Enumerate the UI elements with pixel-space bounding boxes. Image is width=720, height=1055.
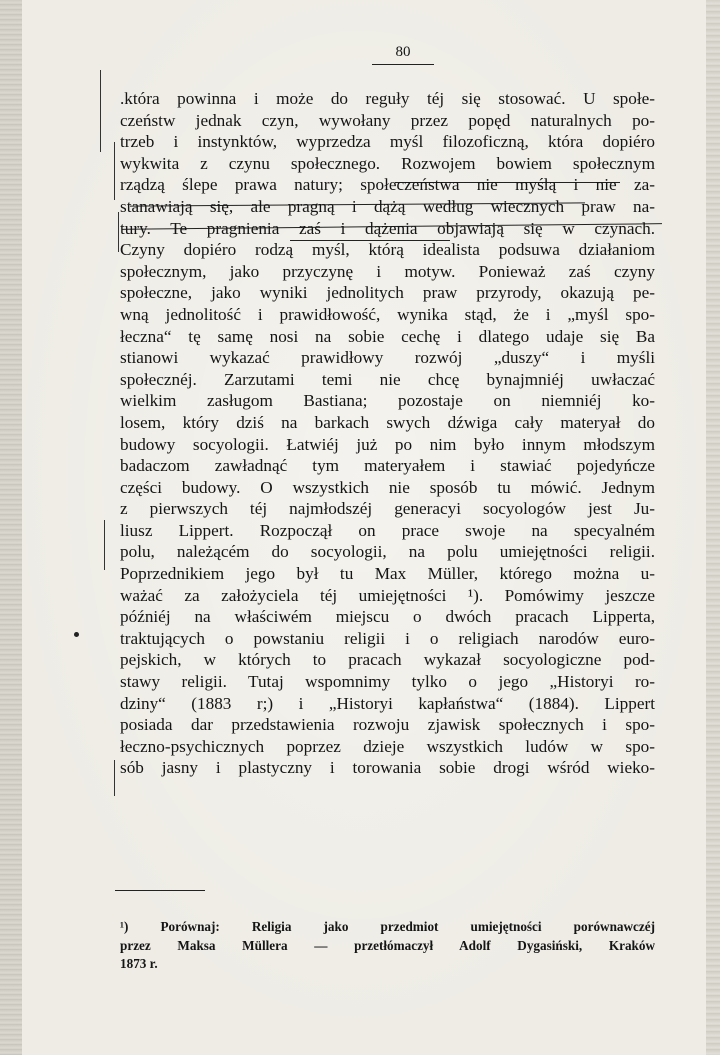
page-number: 80 [395, 44, 411, 60]
footnote-rule [115, 890, 205, 891]
margin-dot-mark [74, 632, 79, 637]
text-line: trzeb i instynktów, wyprzedza myśl filozoficzną, która dopiéro [120, 132, 655, 152]
text-line: czeństw jednak czyn, wywołany przez popęd naturalnych po- [120, 110, 655, 130]
text-line: łeczno-psychicznych poprzez dzieje wszystkich ludów w spo- [120, 736, 655, 756]
text-line: sób jasny i plastyczny i torowania sobie drogi wśród wieko- [120, 758, 655, 778]
text-line: wielkim zasługom Bastiana; pozostaje on niemniéj ko- [120, 391, 655, 411]
margin-pencil-mark [114, 760, 115, 796]
footnote-line: ¹) Porównaj: Religia jako przedmiot umiejętności porównawczéj [120, 919, 655, 934]
text-line: części budowy. O wszystkich nie sposób tu mówić. Jednym [120, 477, 655, 497]
text-line: łeczna“ tę samę nosi na sobie cechę i dlatego udaje się Ba [120, 326, 655, 346]
text-line: traktujących o powstaniu religii i o religiach narodów euro- [120, 628, 655, 648]
page-edge-left [0, 0, 22, 1055]
text-line: stanawiają się, ale pragną i dążą według wiecznych praw na- [120, 196, 655, 216]
text-line: posiada dar przedstawienia rozwoju zjawisk społecznych i spo- [120, 715, 655, 735]
page-number-rule [372, 64, 434, 65]
footnote [120, 918, 655, 974]
text-line: budowy socyologii. Łatwiéj już po nim było innym młodszym [120, 434, 655, 454]
body-text [120, 88, 655, 779]
text-line: wykwita z czynu społecznego. Rozwojem bowiem społecznym [120, 153, 655, 173]
text-line: Poprzednikiem jego był tu Max Müller, którego można u- [120, 564, 655, 584]
text-line: Czyny dopiéro rodzą myśl, którą idealista podsuwa działaniom [120, 240, 655, 260]
text-line: ważać za założyciela téj umiejętności ¹). Pomówimy jeszcze [120, 585, 655, 605]
text-line: losem, który dziś na barkach swych dźwiga cały materyał do [120, 412, 655, 432]
text-line: wną jednolitość i prawidłowość, wynika stąd, że i „myśl spo- [120, 304, 655, 324]
text-line: stianowi wykazać prawidłowy rozwój „duszy“ i myśli [120, 348, 655, 368]
text-line: tury. Te pragnienia zaś i dążenia objawiają się w czynach. [120, 218, 655, 238]
text-line: polu, należącém do socyologii, na polu umiejętności religii. [120, 542, 655, 562]
text-line: .która powinna i może do reguły téj się stosować. U społe- [120, 89, 655, 108]
margin-pencil-mark [100, 70, 101, 152]
footnote-line: przez Maksa Müllera — przetłómaczył Adolf Dygasiński, Kraków [120, 937, 655, 953]
text-line: pejskich, w których to pracach wykazał socyologiczne pod- [120, 650, 655, 670]
footnote-line: 1873 r. [120, 956, 158, 971]
page-edge-right [706, 0, 720, 1055]
text-line: społeczne, jako wyniki jednolitych praw przyrody, okazują pe- [120, 283, 655, 303]
margin-pencil-mark [104, 520, 105, 570]
text-line: społecznéj. Zarzutami temi nie chcę bynajmniéj uwłaczać [120, 369, 655, 389]
text-line: liusz Lippert. Rozpoczął on prace swoje na specyalném [120, 520, 655, 540]
margin-pencil-mark [114, 142, 115, 200]
text-line: rządzą ślepe prawa natury; społeczeństwa nie myślą i nie za- [120, 175, 655, 195]
text-line: stawy religii. Tutaj wspomnimy tylko o jego „Historyi ro- [120, 672, 655, 692]
text-line: społecznym, jako przyczynę i motyw. Ponieważ zaś czyny [120, 261, 655, 281]
text-line: dziny“ (1883 r;) i „Historyi kapłaństwa“ (1884). Lippert [120, 693, 655, 713]
text-line: z pierwszych téj najmłodszéj generacyi socyologów jest Ju- [120, 499, 655, 519]
text-line: badaczom zawładnąć tym materyałem i stawiać pojedyńcze [120, 456, 655, 476]
margin-pencil-mark [118, 212, 119, 252]
text-line: późniéj na właściwém miejscu o dwóch pracach Lipperta, [120, 607, 655, 627]
